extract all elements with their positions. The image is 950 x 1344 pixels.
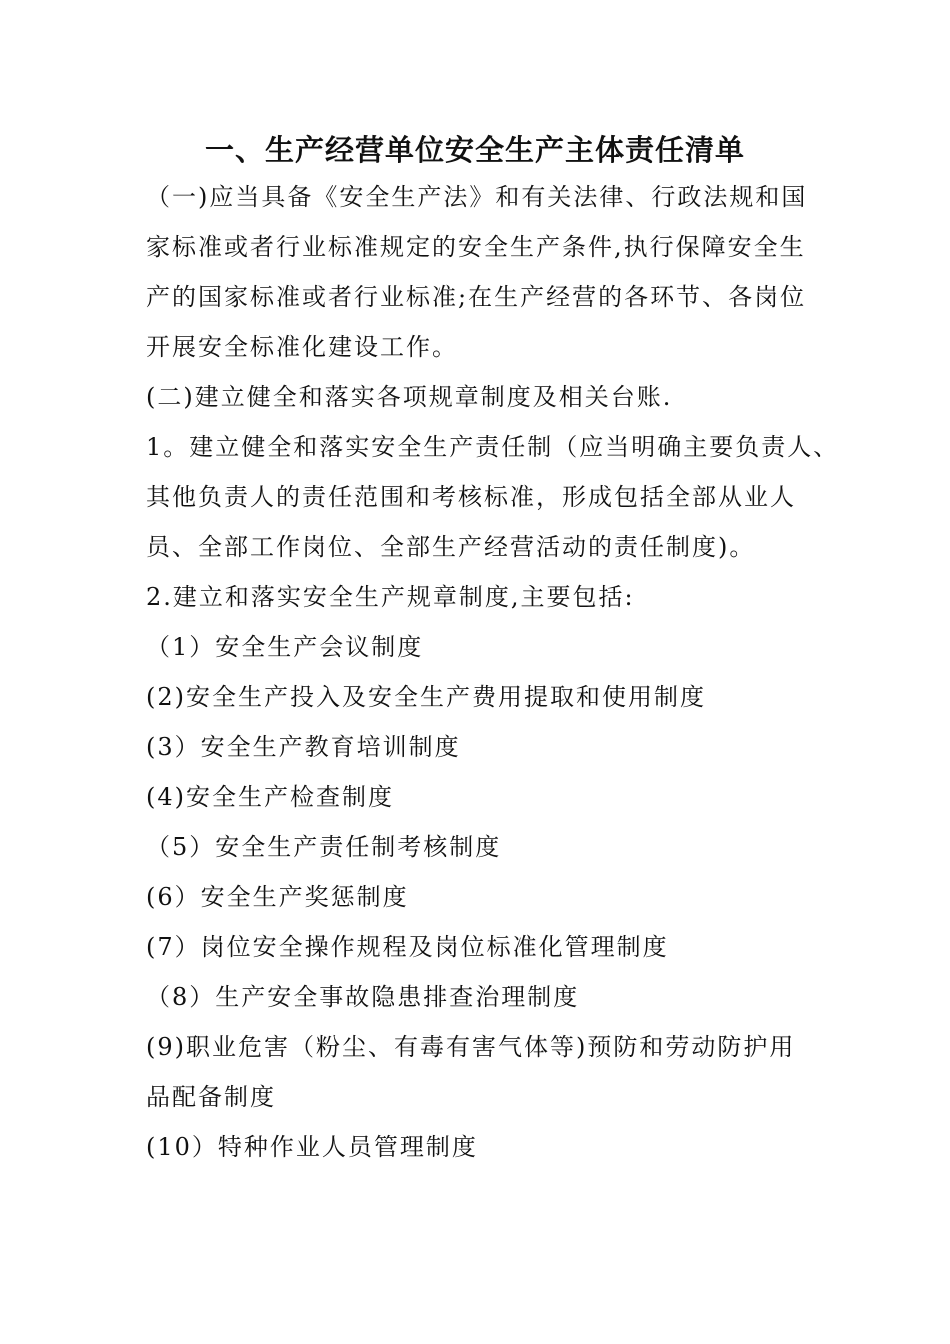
- section-heading-2: (二)建立健全和落实各项规章制度及相关台账.: [146, 383, 673, 411]
- list-item-continuation: 品配备制度: [146, 1083, 276, 1111]
- list-item: (6）安全生产奖惩制度: [146, 883, 409, 911]
- list-item: (10）特种作业人员管理制度: [146, 1133, 478, 1161]
- list-item: (2)安全生产投入及安全生产费用提取和使用制度: [146, 683, 706, 711]
- paragraph-line: （一)应当具备《安全生产法》和有关法律、行政法规和国: [146, 183, 808, 211]
- list-item: (4)安全生产检查制度: [146, 783, 394, 811]
- paragraph-line: 员、全部工作岗位、全部生产经营活动的责任制度)。: [146, 533, 756, 561]
- paragraph-line: 开展安全标准化建设工作。: [146, 333, 458, 361]
- list-item: （1）安全生产会议制度: [146, 633, 424, 661]
- paragraph-line: 其他负责人的责任范围和考核标准，形成包括全部从业人: [146, 483, 796, 511]
- list-item: (9)职业危害（粉尘、有毒有害气体等)预防和劳动防护用: [146, 1033, 796, 1061]
- list-item: (3）安全生产教育培训制度: [146, 733, 461, 761]
- list-item: （5）安全生产责任制考核制度: [146, 833, 502, 861]
- paragraph-line: 产的国家标准或者行业标准;在生产经营的各环节、各岗位: [146, 283, 807, 311]
- list-item: （8）生产安全事故隐患排查治理制度: [146, 983, 580, 1011]
- paragraph-line: 2.建立和落实安全生产规章制度,主要包括:: [146, 583, 635, 611]
- list-item: (7）岗位安全操作规程及岗位标准化管理制度: [146, 933, 669, 961]
- paragraph-line: 1。建立健全和落实安全生产责任制（应当明确主要负责人、: [146, 433, 840, 461]
- document-title: 一、生产经营单位安全生产主体责任清单: [204, 133, 745, 167]
- paragraph-line: 家标准或者行业标准规定的安全生产条件,执行保障安全生: [146, 233, 806, 261]
